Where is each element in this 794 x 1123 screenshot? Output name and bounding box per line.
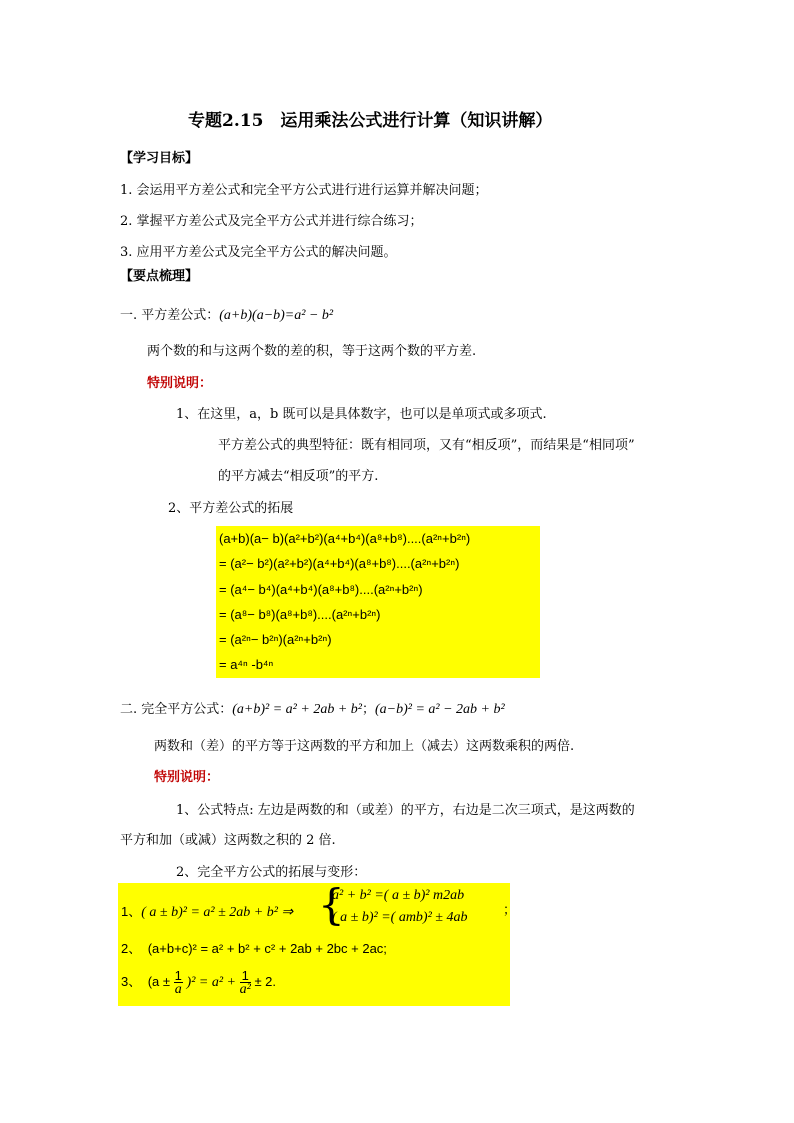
brace-cases: a² + b² =( a ± b)² m2ab ( a ± b)² =( amb)² ± 4ab (332, 888, 468, 925)
part1-row (120, 304, 333, 324)
part2-row (120, 698, 505, 718)
part2-description: 两数和（差）的平方等于这两数的平方和加上（减去）这两数乘积的两倍. (154, 739, 575, 754)
part1-note-1: 1、在这里，a，b 既可以是具体数字，也可以是单项式或多项式. (176, 407, 547, 422)
extension-line: = (a²ⁿ− b²ⁿ)(a²ⁿ+b²ⁿ) (219, 632, 332, 648)
perfect-square-extension-box (118, 880, 517, 1006)
part2-formula-1: (a+b)² = a² + 2ab + b² (232, 702, 362, 717)
extension-line: = (a⁴− b⁴)(a⁴+b⁴)(a⁸+b⁸)....(a²ⁿ+b²ⁿ) (219, 581, 423, 597)
part2-note-1: 1、公式特点: 左边是两数的和（或差）的平方，右边是二次三项式，是这两数的 (176, 803, 635, 818)
section-points-heading: 【要点梳理】 (120, 269, 199, 284)
part2-note-2: 2、完全平方公式的拓展与变形： (176, 865, 367, 880)
box-line-1: 1、( a ± b)² = a² ± 2ab + b² ⇒ (121, 904, 294, 920)
part1-note-1c: 的平方减去“相反项”的平方. (218, 469, 379, 484)
part1-note-2: 2、平方差公式的拓展 (168, 501, 294, 516)
part1-label: 一. 平方差公式： (120, 308, 220, 323)
section-goals-heading: 【学习目标】 (120, 151, 199, 166)
extension-line: = (a⁸− b⁸)(a⁸+b⁸)....(a²ⁿ+b²ⁿ) (219, 606, 381, 622)
line1-end: ； (503, 903, 517, 918)
part1-formula: (a+b)(a−b)=a² − b² (219, 308, 334, 323)
goal-item-2: 2. 掌握平方差公式及完全平方公式并进行综合练习； (120, 214, 423, 229)
part2-note-label: 特别说明： (154, 770, 220, 785)
part2-note-1b: 平方和加（或减）这两数之积的 2 倍. (120, 833, 336, 848)
part1-description: 两个数的和与这两个数的差的积，等于这两个数的平方差. (147, 344, 477, 359)
box-line-2: 2、 (a+b+c)² = a² + b² + c² + 2ab + 2bc + 2ac; (121, 941, 387, 956)
part1-note-label: 特别说明： (147, 376, 213, 391)
page-title: 专题2.15 运用乘法公式进行计算（知识讲解） (188, 111, 553, 131)
brace-symbol: { (318, 880, 345, 929)
part2-separator: ； (361, 702, 375, 717)
difference-of-squares-extension-box (216, 526, 540, 678)
box-line-3: 3、 (a ± $\frac{1}{a}$ )² = a² + $\frac{1}{\text{a²}}$ ± 2. (121, 968, 277, 998)
extension-line: = a⁴ⁿ -b⁴ⁿ (219, 657, 274, 673)
goal-item-1: 1. 会运用平方差公式和完全平方公式进行进行运算并解决问题； (120, 183, 488, 198)
extension-line: = (a²− b²)(a²+b²)(a⁴+b⁴)(a⁸+b⁸)....(a²ⁿ+b²ⁿ) (219, 556, 460, 572)
part1-note-1b: 平方差公式的典型特征：既有相同项，又有“相反项”，而结果是“相同项” (218, 438, 635, 453)
extension-line: (a+b)(a− b)(a²+b²)(a⁴+b⁴)(a⁸+b⁸)....(a²ⁿ+b²ⁿ) (219, 531, 471, 546)
part2-formula-2: (a−b)² = a² − 2ab + b² (375, 702, 505, 717)
part2-label: 二. 完全平方公式： (120, 702, 233, 717)
goal-item-3: 3. 应用平方差公式及完全平方公式的解决问题。 (120, 245, 397, 260)
